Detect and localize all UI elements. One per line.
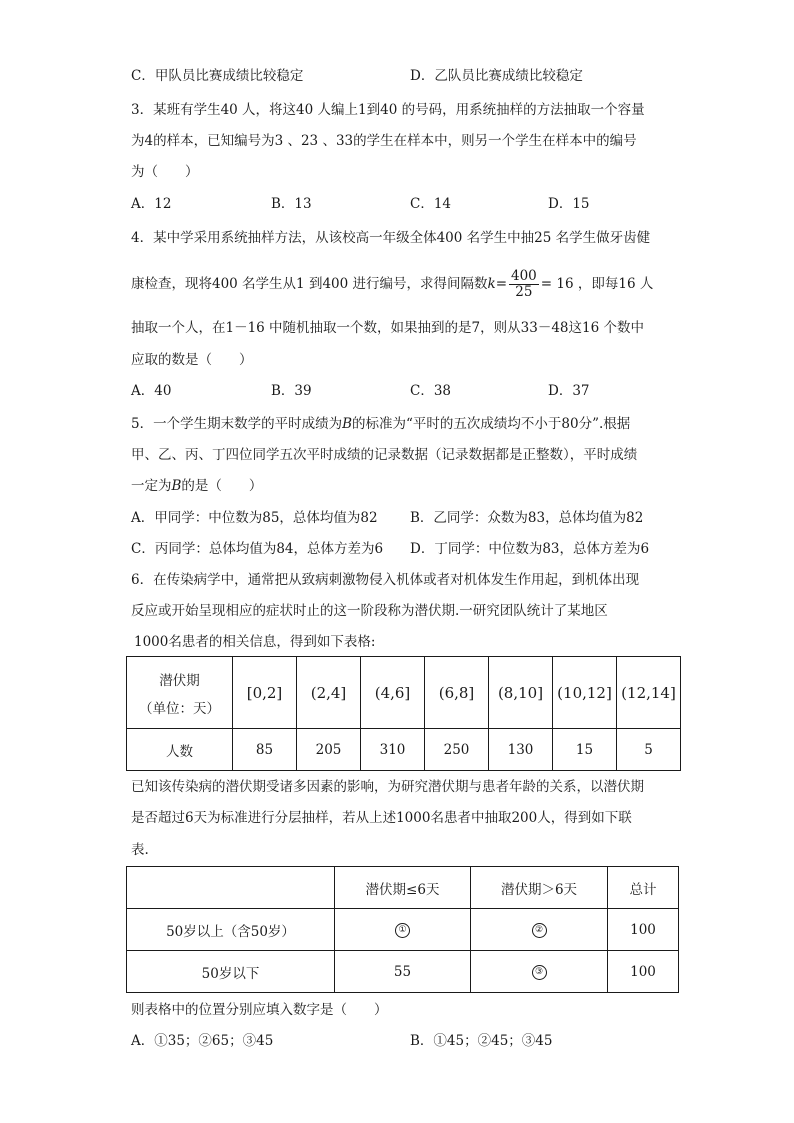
q4-line2-pre: 康检查，现将400 名学生从1 到400 进行编号，求得间隔数 [131, 276, 488, 292]
incubation-header [127, 657, 233, 729]
row-label-age-50-plus: 50岁以上（含50岁） [127, 909, 335, 951]
var-k: k [487, 276, 496, 292]
q4-line3: 抽取一个人，在1－16 中随机抽取一个数，如果抽到的是7，则从33－48这16 个数中 [131, 320, 644, 336]
header-total: 总计 [608, 867, 679, 909]
q6-line4: 已知该传染病的潜伏期受诸多因素的影响，为研究潜伏期与患者年龄的关系，以潜伏期 [131, 779, 644, 795]
cell-blank-1 [335, 909, 471, 951]
count-cell: 205 [297, 729, 361, 771]
count-cell: 310 [361, 729, 425, 771]
q4-line4: 应取的数是（ ） [131, 352, 253, 368]
interval-cell: [0,2] [233, 657, 297, 729]
total-cell: 100 [608, 951, 679, 993]
var-b: B [171, 478, 182, 494]
q3-option-b[interactable]: B．13 [271, 196, 312, 212]
q3-option-c[interactable]: C．14 [410, 196, 452, 212]
circled-number-2: ② [532, 923, 547, 938]
q3-line3: 为（ ） [131, 164, 199, 180]
count-cell: 15 [553, 729, 617, 771]
incubation-header-line1: 潜伏期 [159, 672, 200, 689]
header-le6: 潜伏期≤6天 [335, 867, 471, 909]
cell-blank-3 [471, 951, 608, 993]
total-cell: 100 [608, 909, 679, 951]
count-cell: 85 [233, 729, 297, 771]
q4-option-d[interactable]: D．37 [548, 383, 590, 399]
q6-line7: 则表格中的位置分别应填入数字是（ ） [131, 1002, 388, 1018]
fraction-denominator: 25 [515, 284, 533, 300]
count-cell: 130 [489, 729, 553, 771]
q6-line6: 表. [131, 842, 149, 858]
var-b: B [342, 416, 353, 432]
interval-cell: (6,8] [425, 657, 489, 729]
q4-option-c[interactable]: C．38 [410, 383, 452, 399]
q4-option-a[interactable]: A．40 [131, 383, 172, 399]
q3-line1: 3．某班有学生40 人，将这40 人编上1到40 的号码，用系统抽样的方法抽取一个容量 [131, 102, 645, 118]
incubation-header-line2: （单位：天） [139, 700, 220, 717]
q4-line1: 4．某中学采用系统抽样方法，从该校高一年级全体400 名学生中抽25 名学生做牙齿健 [131, 230, 651, 246]
q5-line1-post: 的标准为“平时的五次成绩均不小于80分”.根据 [352, 416, 631, 432]
value-cell: 55 [335, 951, 471, 993]
fraction [509, 269, 539, 300]
q5-line3 [131, 476, 262, 496]
q6-line1: 6．在传染病学中，通常把从致病刺激物侵入机体或者对机体发生作用起，到机体出现 [131, 572, 640, 588]
q6-option-b[interactable]: B．①45；②45；③45 [410, 1033, 553, 1049]
q5-line2: 甲、乙、丙、丁四位同学五次平时成绩的记录数据（记录数据都是正整数），平时成绩 [131, 447, 638, 463]
row-label-count: 人数 [127, 729, 233, 771]
q5-line1 [131, 414, 630, 434]
q4-line2 [131, 266, 653, 302]
interval-cell: (4,6] [361, 657, 425, 729]
option-c[interactable]: C．甲队员比赛成绩比较稳定 [131, 68, 304, 84]
q5-line1-pre: 5．一个学生期末数学的平时成绩为 [131, 416, 343, 432]
interval-cell: (10,12] [553, 657, 617, 729]
interval-cell: (8,10] [489, 657, 553, 729]
q3-line2: 为4的样本，已知编号为3 、23 、33的学生在样本中，则另一个学生在样本中的编号 [131, 133, 637, 149]
option-d[interactable]: D．乙队员比赛成绩比较稳定 [410, 68, 583, 84]
incubation-table [126, 656, 681, 771]
q3-option-a[interactable]: A．12 [131, 196, 172, 212]
circled-number-3: ③ [532, 965, 547, 980]
q5-option-c[interactable]: C．丙同学：总体均值为84，总体方差为6 [131, 541, 384, 557]
interval-cell: (12,14] [617, 657, 681, 729]
count-cell: 250 [425, 729, 489, 771]
q6-line2: 反应或开始呈现相应的症状时止的这一阶段称为潜伏期.一研究团队统计了某地区 [131, 603, 608, 619]
contingency-table [126, 866, 679, 993]
circled-number-1: ① [395, 923, 410, 938]
cell-blank-2 [471, 909, 608, 951]
q5-line3-pre: 一定为 [131, 478, 172, 494]
q5-option-b[interactable]: B．乙同学：众数为83，总体均值为82 [410, 510, 644, 526]
q4-line2-post: = 16 ，即每16 人 [540, 276, 654, 292]
header-gt6: 潜伏期＞6天 [471, 867, 608, 909]
q6-option-a[interactable]: A．①35；②65；③45 [131, 1033, 274, 1049]
q5-option-a[interactable]: A．甲同学：中位数为85，总体均值为82 [131, 510, 378, 526]
corner-cell [127, 867, 335, 909]
equals-sign: = [495, 276, 507, 292]
q6-line5: 是否超过6天为标准进行分层抽样，若从上述1000名患者中抽取200人，得到如下联 [131, 810, 632, 826]
row-label-under-50: 50岁以下 [127, 951, 335, 993]
fraction-numerator: 400 [511, 268, 537, 284]
q4-option-b[interactable]: B．39 [271, 383, 312, 399]
q3-option-d[interactable]: D．15 [548, 196, 590, 212]
q5-option-d[interactable]: D．丁同学：中位数为83，总体方差为6 [410, 541, 650, 557]
q5-line3-post: 的是（ ） [181, 478, 263, 494]
count-cell: 5 [617, 729, 681, 771]
q6-line3: 1000名患者的相关信息，得到如下表格: [134, 634, 376, 650]
interval-cell: (2,4] [297, 657, 361, 729]
